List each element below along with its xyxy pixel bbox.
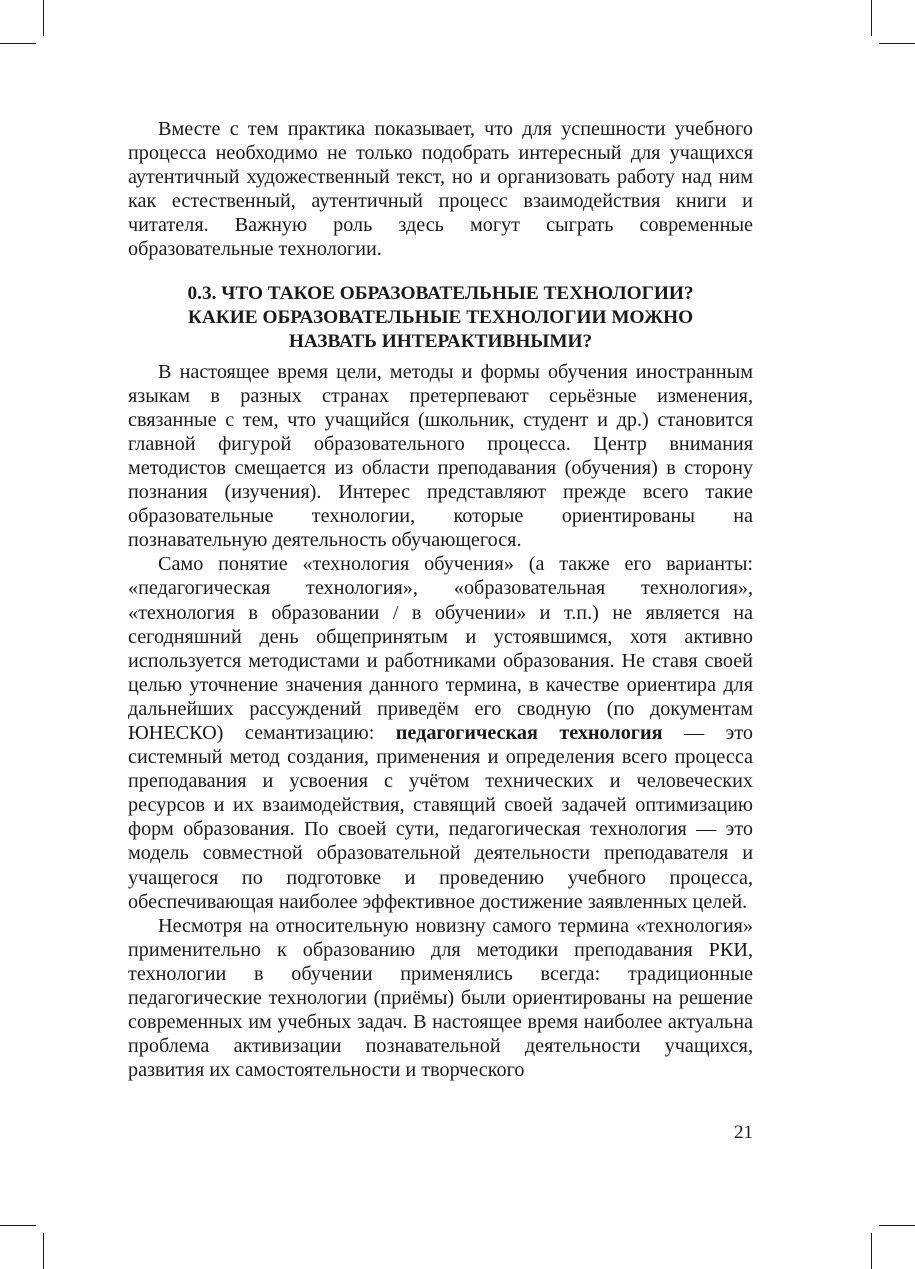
page-body (128, 117, 753, 1082)
paragraph-text: Само понятие «технология обучения» (а также его варианты: «педагогическая технология», «образовательная технология», «технология в образовании / в обучении» и т.п.) не является на сегодняшний день общепринятым и устоявшимся, хотя активно используется методистами и работниками образования. Не ставя своей целью уточнение значения данного термина, в качестве ориентира для дальнейших рассуждений приведём его сводную (по документам ЮНЕСКО) семантизацию: (128, 553, 753, 744)
paragraph (128, 552, 753, 913)
page-number: 21 (734, 1122, 753, 1143)
crop-mark (0, 1225, 36, 1226)
heading-line: КАКИЕ ОБРАЗОВАТЕЛЬНЫЕ ТЕХНОЛОГИИ МОЖНО (187, 306, 694, 328)
crop-mark (871, 1233, 872, 1269)
paragraph: В настоящее время цели, методы и формы обучения иностранным языкам в разных странах претерпевают серьёзные изменения, связанные с тем, что учащийся (школьник, студент и др.) становится главной фигурой образовательного процесса. Центр внимания методистов смещается из области преподавания (обучения) в сторону познания (изучения). Интерес представляют прежде всего такие образовательные технологии, которые ориентированы на познавательную деятельность обучающегося. (128, 360, 753, 552)
heading-line: 0.3. ЧТО ТАКОЕ ОБРАЗОВАТЕЛЬНЫЕ ТЕХНОЛОГИИ? (187, 282, 694, 304)
section-heading (128, 282, 753, 354)
crop-mark (871, 0, 872, 36)
crop-mark (43, 1233, 44, 1269)
crop-mark (0, 43, 36, 44)
crop-mark (879, 1225, 915, 1226)
paragraph-text: — это системный метод создания, применения и определения всего процесса преподавания и усвоения с учётом технических и человеческих ресурсов и их взаимодействия, ставящий своей задачей оптимизацию форм образования. По своей сути, педагогическая технология — это модель совместной образовательной деятельности преподавателя и учащегося по подготовке и проведению учебного процесса, обеспечивающая наиболее эффективное достижение заявленных целей. (128, 721, 753, 913)
paragraph: Несмотря на относительную новизну самого термина «технология» применительно к образованию для методики преподавания РКИ, технологии в обучении применялись всегда: традиционные педагогические технологии (приёмы) были ориентированы на решение современных им учебных задач. В настоящее время наиболее актуальна проблема активизации познавательной деятельности учащихся, развития их самостоятельности и творческого (128, 914, 753, 1082)
defined-term: педагогическая технология (395, 721, 663, 744)
heading-line: НАЗВАТЬ ИНТЕРАКТИВНЫМИ? (288, 330, 593, 352)
crop-mark (43, 0, 44, 36)
paragraph: Вместе с тем практика показывает, что для успешности учебного процесса необходимо не только подобрать интересный для учащихся аутентичный художественный текст, но и организовать работу над ним как естественный, аутентичный процесс взаимодействия книги и читателя. Важную роль здесь могут сыграть современные образовательные технологии. (128, 118, 753, 261)
crop-mark (879, 43, 915, 44)
